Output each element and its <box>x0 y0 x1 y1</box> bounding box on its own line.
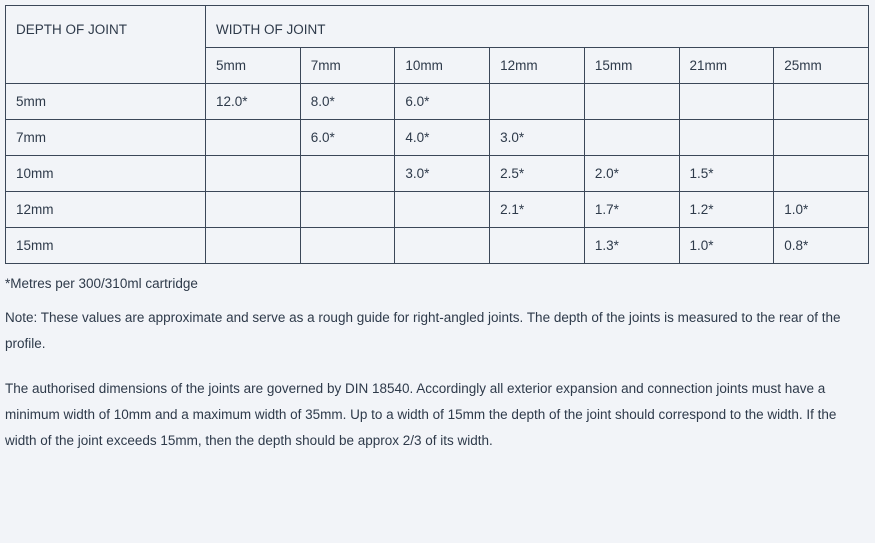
width-column-15mm: 15mm <box>584 48 679 84</box>
table-row <box>6 192 869 228</box>
cell-12mm-25mm: 1.0* <box>774 192 869 228</box>
cell-15mm-10mm <box>395 228 490 264</box>
cell-10mm-15mm: 2.0* <box>584 156 679 192</box>
table-footnote: *Metres per 300/310ml cartridge <box>5 276 198 291</box>
width-column-21mm: 21mm <box>679 48 774 84</box>
cell-12mm-12mm: 2.1* <box>490 192 585 228</box>
cell-5mm-10mm: 6.0* <box>395 84 490 120</box>
width-column-25mm: 25mm <box>774 48 869 84</box>
table-header-row <box>6 6 869 48</box>
note-paragraph-din-18540: The authorised dimensions of the joints are governed by DIN 18540. Accordingly all exterior expansion and connection joints must have a minimum width of 10mm and a maximum width of 35mm. Up to a width of 15mm the depth of the joint should correspond to the width. If the width of the joint exceeds 15mm, then the depth should be approx 2/3 of its width. <box>5 380 837 449</box>
cell-10mm-25mm <box>774 156 869 192</box>
cell-12mm-5mm <box>206 192 301 228</box>
cell-15mm-12mm <box>490 228 585 264</box>
width-column-7mm: 7mm <box>300 48 395 84</box>
row-label-10mm: 10mm <box>6 156 206 192</box>
width-column-5mm: 5mm <box>206 48 301 84</box>
width-column-10mm: 10mm <box>395 48 490 84</box>
row-label-12mm: 12mm <box>6 192 206 228</box>
cell-7mm-10mm: 4.0* <box>395 120 490 156</box>
cell-7mm-5mm <box>206 120 301 156</box>
row-label-7mm: 7mm <box>6 120 206 156</box>
cell-5mm-5mm: 12.0* <box>206 84 301 120</box>
cell-10mm-12mm: 2.5* <box>490 156 585 192</box>
cell-12mm-10mm <box>395 192 490 228</box>
cell-5mm-21mm <box>679 84 774 120</box>
cell-5mm-12mm <box>490 84 585 120</box>
row-label-5mm: 5mm <box>6 84 206 120</box>
cell-7mm-25mm <box>774 120 869 156</box>
cell-5mm-7mm: 8.0* <box>300 84 395 120</box>
cell-10mm-21mm: 1.5* <box>679 156 774 192</box>
depth-of-joint-header: DEPTH OF JOINT <box>6 6 206 84</box>
cell-7mm-21mm <box>679 120 774 156</box>
table-row <box>6 84 869 120</box>
document-page <box>0 5 875 543</box>
width-of-joint-header: WIDTH OF JOINT <box>206 6 869 48</box>
row-label-15mm: 15mm <box>6 228 206 264</box>
table-row <box>6 156 869 192</box>
width-column-12mm: 12mm <box>490 48 585 84</box>
note-paragraph-approximate-values: Note: These values are approximate and serve as a rough guide for right-angled joints. The depth of the joints is measured to the rear of the profile. <box>5 310 841 352</box>
cell-5mm-25mm <box>774 84 869 120</box>
cell-7mm-7mm: 6.0* <box>300 120 395 156</box>
cell-10mm-5mm <box>206 156 301 192</box>
table-row <box>6 228 869 264</box>
cell-12mm-15mm: 1.7* <box>584 192 679 228</box>
cell-7mm-15mm <box>584 120 679 156</box>
cell-7mm-12mm: 3.0* <box>490 120 585 156</box>
cell-5mm-15mm <box>584 84 679 120</box>
cell-15mm-25mm: 0.8* <box>774 228 869 264</box>
cell-10mm-7mm <box>300 156 395 192</box>
cell-15mm-5mm <box>206 228 301 264</box>
cell-15mm-7mm <box>300 228 395 264</box>
cell-10mm-10mm: 3.0* <box>395 156 490 192</box>
cell-12mm-21mm: 1.2* <box>679 192 774 228</box>
table-row <box>6 120 869 156</box>
joint-dimensions-table <box>5 5 869 264</box>
cell-15mm-21mm: 1.0* <box>679 228 774 264</box>
cell-12mm-7mm <box>300 192 395 228</box>
cell-15mm-15mm: 1.3* <box>584 228 679 264</box>
